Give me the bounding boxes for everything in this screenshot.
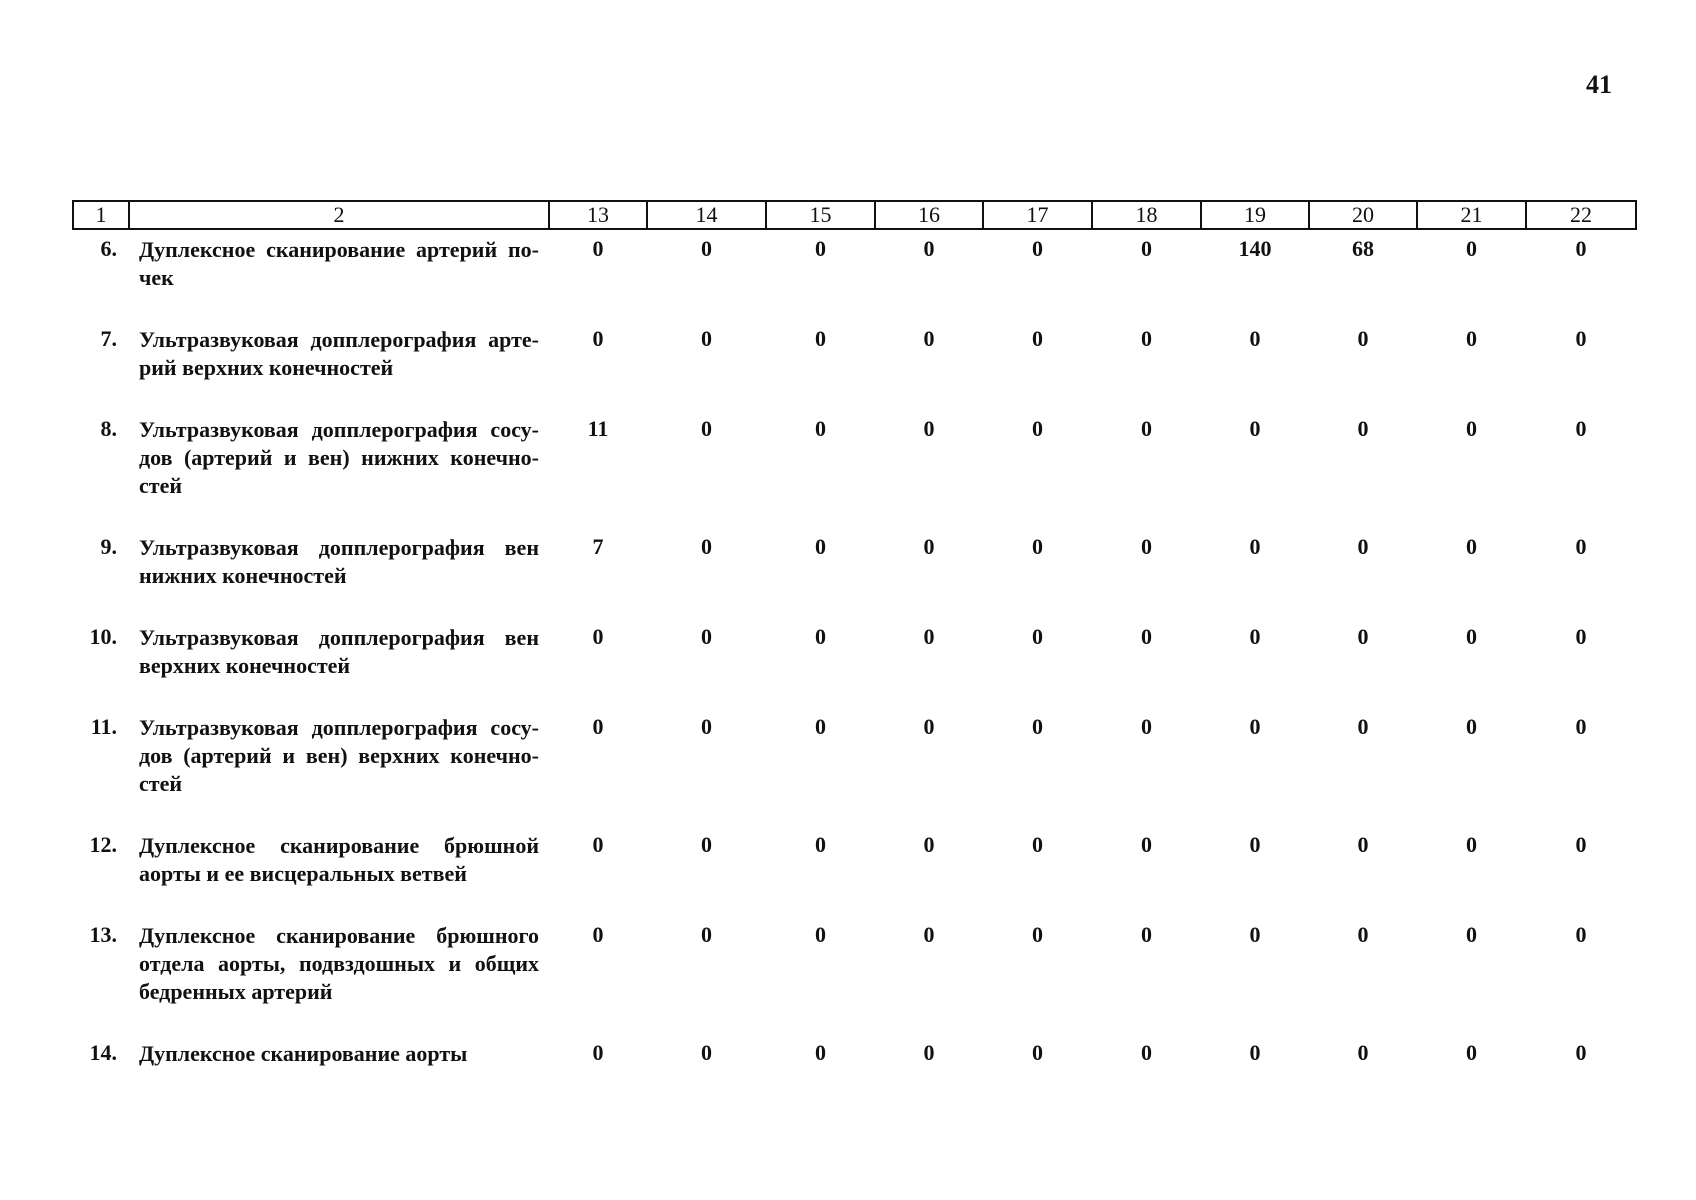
row-value: 0	[1357, 832, 1369, 857]
column-header: 1	[73, 201, 129, 229]
row-value: 0	[701, 326, 712, 351]
column-header: 21	[1417, 201, 1526, 229]
row-value: 0	[1575, 416, 1587, 441]
row-value: 0	[701, 534, 712, 559]
table-row	[73, 320, 1636, 410]
table-row	[73, 826, 1636, 916]
row-name: Дуплексное сканирование брюшного отдела аорты, подвздошных и общих бедренных артерий	[139, 923, 539, 1004]
row-value: 0	[815, 534, 826, 559]
row-value: 0	[1357, 922, 1369, 947]
row-value: 0	[592, 326, 604, 351]
column-header: 14	[647, 201, 766, 229]
data-table	[72, 200, 1637, 1080]
row-value: 0	[815, 624, 826, 649]
row-value: 0	[1032, 922, 1043, 947]
row-name: Ультразвуковая допплерография вен верхних конечностей	[139, 625, 539, 678]
row-value: 0	[815, 1040, 826, 1065]
row-value: 0	[923, 1040, 935, 1065]
row-value: 0	[1575, 922, 1587, 947]
row-name: Дуплексное сканирование брюшной аорты и ее висцеральных ветвей	[139, 833, 539, 886]
row-value: 0	[701, 416, 712, 441]
row-value: 68	[1352, 236, 1374, 261]
row-value: 0	[815, 236, 826, 261]
row-value: 0	[815, 326, 826, 351]
column-header: 16	[875, 201, 983, 229]
row-value: 0	[701, 1040, 712, 1065]
row-value: 0	[1466, 714, 1477, 739]
row-value: 0	[815, 714, 826, 739]
row-value: 0	[1357, 416, 1369, 441]
row-name: Ультразвуковая допплерография сосу-дов (артерий и вен) верхних конечно-стей	[139, 715, 539, 796]
row-value: 0	[1032, 326, 1043, 351]
row-value: 0	[592, 624, 604, 649]
row-value: 0	[923, 922, 935, 947]
row-value: 0	[1032, 714, 1043, 739]
row-value: 0	[1249, 326, 1261, 351]
row-value: 0	[1141, 534, 1152, 559]
row-value: 0	[923, 624, 935, 649]
row-name: Ультразвуковая допплерография арте-рий верхних конечностей	[139, 327, 539, 380]
row-value: 0	[1141, 832, 1152, 857]
row-value: 0	[1141, 1040, 1152, 1065]
row-value: 0	[1032, 534, 1043, 559]
row-value: 0	[1249, 1040, 1261, 1065]
table-row	[73, 618, 1636, 708]
page-number: 41	[1586, 70, 1612, 99]
row-value: 0	[923, 326, 935, 351]
table-row	[73, 229, 1636, 320]
row-value: 0	[1249, 534, 1261, 559]
column-header: 19	[1201, 201, 1309, 229]
column-header: 2	[129, 201, 549, 229]
row-value: 0	[923, 236, 935, 261]
row-value: 0	[815, 416, 826, 441]
column-header: 13	[549, 201, 647, 229]
row-value: 0	[1575, 534, 1587, 559]
row-value: 0	[1575, 1040, 1587, 1065]
row-value: 0	[1141, 624, 1152, 649]
row-value: 0	[1466, 416, 1477, 441]
row-number: 10.	[89, 624, 117, 649]
row-value: 0	[1032, 624, 1043, 649]
row-value: 0	[1032, 416, 1043, 441]
row-value: 0	[1575, 236, 1587, 261]
row-value: 0	[1466, 922, 1477, 947]
row-value: 0	[1141, 922, 1152, 947]
row-value: 0	[701, 714, 712, 739]
row-number: 8.	[100, 416, 117, 441]
row-value: 0	[1466, 624, 1477, 649]
table-row	[73, 410, 1636, 528]
row-value: 0	[701, 624, 712, 649]
row-value: 0	[923, 832, 935, 857]
row-value: 0	[1249, 832, 1261, 857]
row-value: 0	[1032, 1040, 1043, 1065]
row-value: 0	[1249, 624, 1261, 649]
row-value: 0	[701, 236, 712, 261]
row-number: 11.	[90, 714, 117, 739]
row-name: Ультразвуковая допплерография вен нижних конечностей	[139, 535, 539, 588]
row-value: 0	[1466, 534, 1477, 559]
column-header-row	[73, 201, 1636, 229]
row-value: 0	[1357, 534, 1369, 559]
table-row	[73, 1034, 1636, 1080]
row-value: 0	[1249, 922, 1261, 947]
row-number: 7.	[100, 326, 117, 351]
row-value: 0	[1357, 624, 1369, 649]
row-value: 0	[1141, 714, 1152, 739]
row-name: Дуплексное сканирование артерий по-чек	[139, 237, 539, 290]
row-number: 14.	[89, 1040, 117, 1065]
row-number: 13.	[89, 922, 117, 947]
row-value: 7	[592, 534, 604, 559]
row-value: 0	[1357, 714, 1369, 739]
row-number: 12.	[89, 832, 117, 857]
column-header: 17	[983, 201, 1092, 229]
column-header: 18	[1092, 201, 1201, 229]
row-value: 0	[592, 1040, 604, 1065]
row-value: 0	[1466, 326, 1477, 351]
row-value: 0	[592, 714, 604, 739]
row-value: 0	[1249, 416, 1261, 441]
row-name: Дуплексное сканирование аорты	[139, 1041, 468, 1066]
column-header: 15	[766, 201, 875, 229]
row-value: 0	[1032, 236, 1043, 261]
row-value: 0	[1141, 326, 1152, 351]
row-value: 0	[592, 832, 604, 857]
row-value: 140	[1238, 236, 1272, 261]
table-row	[73, 528, 1636, 618]
row-value: 0	[592, 922, 604, 947]
row-value: 0	[1466, 236, 1477, 261]
table-row	[73, 916, 1636, 1034]
row-value: 0	[1032, 832, 1043, 857]
row-name: Ультразвуковая допплерография сосу-дов (артерий и вен) нижних конечно-стей	[139, 417, 539, 498]
row-value: 0	[1466, 1040, 1477, 1065]
row-value: 0	[1575, 714, 1587, 739]
row-value: 0	[1357, 1040, 1369, 1065]
row-value: 11	[587, 416, 609, 441]
row-value: 0	[1357, 326, 1369, 351]
row-value: 0	[923, 714, 935, 739]
row-number: 6.	[100, 236, 117, 261]
row-value: 0	[1575, 326, 1587, 351]
row-number: 9.	[100, 534, 117, 559]
row-value: 0	[701, 832, 712, 857]
row-value: 0	[701, 922, 712, 947]
row-value: 0	[1575, 832, 1587, 857]
row-value: 0	[1249, 714, 1261, 739]
table-row	[73, 708, 1636, 826]
row-value: 0	[1141, 236, 1152, 261]
row-value: 0	[815, 832, 826, 857]
column-header: 22	[1526, 201, 1636, 229]
row-value: 0	[1141, 416, 1152, 441]
row-value: 0	[1575, 624, 1587, 649]
row-value: 0	[923, 416, 935, 441]
row-value: 0	[1466, 832, 1477, 857]
row-value: 0	[815, 922, 826, 947]
column-header: 20	[1309, 201, 1417, 229]
row-value: 0	[923, 534, 935, 559]
row-value: 0	[592, 236, 604, 261]
